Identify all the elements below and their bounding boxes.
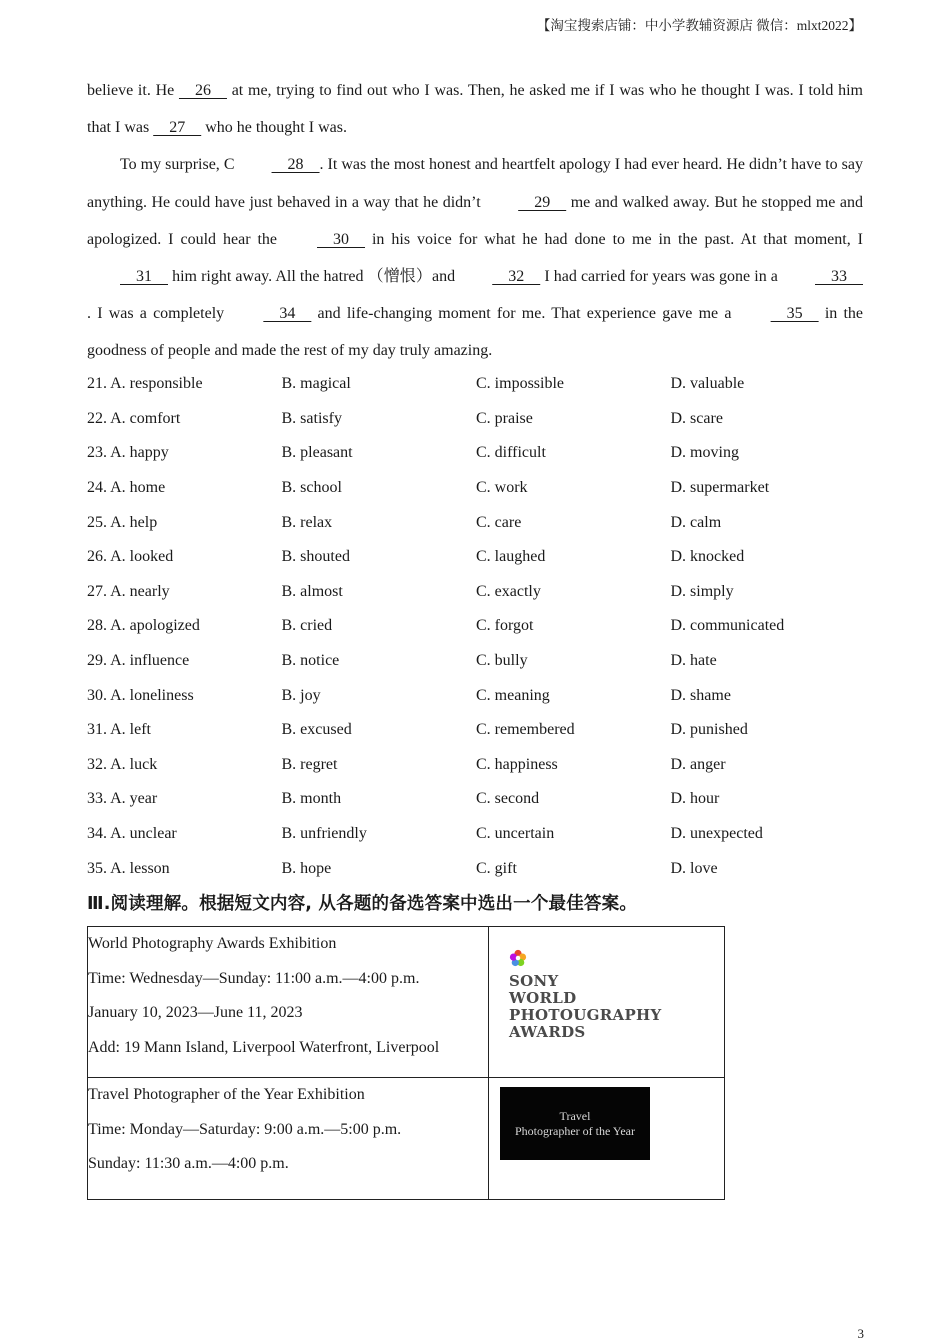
option-row-32 bbox=[87, 748, 877, 783]
header-note: 【淘宝搜索店铺：中小学教辅资源店 微信：mlxt2022】 bbox=[536, 18, 862, 33]
option-c: C. impossible bbox=[476, 375, 565, 393]
option-b: B. excused bbox=[281, 721, 352, 739]
option-b: B. hope bbox=[281, 859, 332, 877]
blank-33: 33 bbox=[815, 268, 863, 286]
option-d: D. hate bbox=[670, 652, 717, 670]
option-a: 22. A. comfort bbox=[87, 409, 181, 427]
option-d: D. communicated bbox=[670, 617, 785, 635]
option-b: B. month bbox=[281, 790, 342, 808]
option-row-27 bbox=[87, 575, 877, 610]
exhibition-info bbox=[88, 927, 489, 1078]
option-d: D. valuable bbox=[670, 375, 745, 393]
option-b: B. unfriendly bbox=[281, 825, 367, 843]
sony-awards-logo bbox=[509, 949, 669, 1041]
logo-text-line: WORLD bbox=[509, 989, 577, 1007]
option-b: B. relax bbox=[281, 513, 333, 531]
option-a: 25. A. help bbox=[87, 513, 158, 531]
exhibition-time: Time: Wednesday—Sunday: 11:00 a.m.—4:00 p.m. bbox=[88, 969, 420, 987]
passage-text: me and walked away. But he stopped me and apologized. I could hear the bbox=[87, 193, 863, 248]
option-d: D. punished bbox=[670, 721, 748, 739]
exhibition-row bbox=[88, 1078, 725, 1200]
passage-text: him right away. All the hatred （憎恨）and bbox=[168, 268, 460, 286]
answer-options bbox=[87, 367, 877, 886]
logo-text-line: Travel bbox=[559, 1108, 591, 1123]
exhibition-time: Time: Monday—Saturday: 9:00 a.m.—5:00 p.m. bbox=[88, 1120, 402, 1138]
exhibition-time-sunday: Sunday: 11:30 a.m.—4:00 p.m. bbox=[88, 1155, 289, 1173]
option-c: C. happiness bbox=[476, 755, 558, 773]
option-c: C. uncertain bbox=[476, 825, 555, 843]
passage-text: I had carried for years was gone in a bbox=[540, 268, 782, 286]
passage-text: believe it. He bbox=[87, 82, 179, 99]
option-a: 21. A. responsible bbox=[87, 375, 203, 393]
option-d: D. shame bbox=[670, 686, 731, 704]
option-b: B. joy bbox=[281, 686, 321, 704]
option-a: 34. A. unclear bbox=[87, 825, 177, 843]
option-a: 33. A. year bbox=[87, 790, 158, 808]
option-a: 29. A. influence bbox=[87, 652, 190, 670]
option-row-23 bbox=[87, 436, 877, 471]
option-row-33 bbox=[87, 782, 877, 817]
option-d: D. moving bbox=[670, 444, 739, 462]
option-b: B. regret bbox=[281, 755, 338, 773]
option-c: C. second bbox=[476, 790, 540, 808]
exhibition-row bbox=[88, 927, 725, 1078]
logo-text-line: Photographer of the Year bbox=[515, 1123, 635, 1138]
passage-text: and life-changing moment for me. That experience gave me a bbox=[311, 305, 738, 323]
option-b: B. almost bbox=[281, 582, 343, 600]
exhibition-title: World Photography Awards Exhibition bbox=[88, 935, 337, 952]
option-row-24 bbox=[87, 471, 877, 506]
option-a: 32. A. luck bbox=[87, 755, 158, 773]
option-row-21 bbox=[87, 367, 877, 402]
blank-26: 26 bbox=[178, 82, 227, 99]
passage-text: who he thought I was. bbox=[201, 119, 347, 137]
logo-text-line: AWARDS bbox=[509, 1023, 586, 1041]
blank-29: 29 bbox=[518, 193, 567, 211]
option-c: C. praise bbox=[476, 409, 533, 427]
exhibition-title: Travel Photographer of the Year Exhibition bbox=[88, 1086, 365, 1103]
option-c: C. remembered bbox=[476, 721, 575, 739]
passage-text: . I was a completely bbox=[87, 305, 231, 323]
exhibition-logo-cell bbox=[489, 1078, 725, 1200]
option-a: 26. A. looked bbox=[87, 548, 174, 566]
flower-logo-icon bbox=[509, 949, 527, 967]
option-c: C. gift bbox=[476, 859, 517, 877]
option-c: C. meaning bbox=[476, 686, 550, 704]
option-d: D. knocked bbox=[670, 548, 745, 566]
option-d: D. love bbox=[670, 859, 718, 877]
blank-34: 34 bbox=[263, 305, 312, 323]
option-c: C. forgot bbox=[476, 617, 534, 635]
passage-text: in his voice for what he had done to me in the past. At that moment, I bbox=[365, 230, 863, 248]
option-d: D. scare bbox=[670, 409, 723, 427]
option-b: B. pleasant bbox=[281, 444, 353, 462]
option-d: D. hour bbox=[670, 790, 720, 808]
option-d: D. calm bbox=[670, 513, 722, 531]
option-a: 31. A. left bbox=[87, 721, 151, 739]
blank-31: 31 bbox=[120, 268, 168, 286]
option-row-29 bbox=[87, 644, 877, 679]
option-a: 35. A. lesson bbox=[87, 859, 170, 877]
option-row-25 bbox=[87, 505, 877, 540]
cloze-passage bbox=[87, 72, 863, 370]
option-d: D. anger bbox=[670, 755, 726, 773]
passage-text: . It was the most honest and heartfelt apology I had ever heard. He didn’t have to say anything. He could have just behaved in a way that he didn’t bbox=[87, 156, 864, 211]
option-row-22 bbox=[87, 402, 877, 437]
passage-text: at me, trying to find out who I was. Then, he asked me if I was who he thought I was. I told him that I was bbox=[87, 82, 863, 137]
option-d: D. supermarket bbox=[670, 479, 770, 497]
option-d: D. simply bbox=[670, 582, 734, 600]
blank-27: 27 bbox=[153, 119, 202, 137]
logo-text-line: PHOTOUGRAPHY bbox=[509, 1006, 662, 1024]
exhibitions-table bbox=[87, 926, 725, 1200]
option-a: 28. A. apologized bbox=[87, 617, 200, 635]
option-b: B. shouted bbox=[281, 548, 350, 566]
passage-text: in the goodness of people and made the rest of my day truly amazing. bbox=[87, 305, 863, 360]
option-b: B. notice bbox=[281, 652, 340, 670]
option-b: B. school bbox=[281, 479, 342, 497]
option-row-35 bbox=[87, 851, 877, 886]
option-a: 27. A. nearly bbox=[87, 582, 170, 600]
option-b: B. cried bbox=[281, 617, 333, 635]
option-row-28 bbox=[87, 609, 877, 644]
page-number: 3 bbox=[857, 1326, 864, 1341]
option-c: C. exactly bbox=[476, 582, 541, 600]
option-c: C. work bbox=[476, 479, 528, 497]
blank-30: 30 bbox=[317, 230, 366, 248]
passage-paragraph-1 bbox=[87, 72, 863, 146]
exhibition-info bbox=[88, 1078, 489, 1200]
travel-photographer-logo bbox=[500, 1087, 650, 1160]
option-row-30 bbox=[87, 678, 877, 713]
option-c: C. difficult bbox=[476, 444, 546, 462]
option-c: C. laughed bbox=[476, 548, 546, 566]
blank-28: 28 bbox=[271, 156, 320, 174]
option-a: 24. A. home bbox=[87, 479, 166, 497]
option-row-31 bbox=[87, 713, 877, 748]
passage-text: To my surprise, C bbox=[120, 156, 239, 174]
section-heading: Ⅲ.阅读理解。根据短文内容, 从各题的备选答案中选出一个最佳答案。 bbox=[87, 894, 638, 914]
logo-text-line: SONY bbox=[509, 972, 559, 990]
exhibition-dates: January 10, 2023—June 11, 2023 bbox=[88, 1004, 303, 1022]
exhibition-address: Add: 19 Mann Island, Liverpool Waterfront, Liverpool bbox=[88, 1038, 440, 1056]
blank-35: 35 bbox=[770, 305, 819, 323]
option-b: B. magical bbox=[281, 375, 351, 393]
option-a: 23. A. happy bbox=[87, 444, 169, 462]
option-d: D. unexpected bbox=[670, 825, 763, 843]
option-b: B. satisfy bbox=[281, 409, 342, 427]
exhibition-logo-cell bbox=[489, 927, 725, 1078]
option-c: C. care bbox=[476, 513, 522, 531]
blank-32: 32 bbox=[492, 268, 541, 286]
option-c: C. bully bbox=[476, 652, 528, 670]
option-row-34 bbox=[87, 817, 877, 852]
passage-paragraph-2 bbox=[87, 146, 863, 369]
option-a: 30. A. loneliness bbox=[87, 686, 194, 704]
option-row-26 bbox=[87, 540, 877, 575]
